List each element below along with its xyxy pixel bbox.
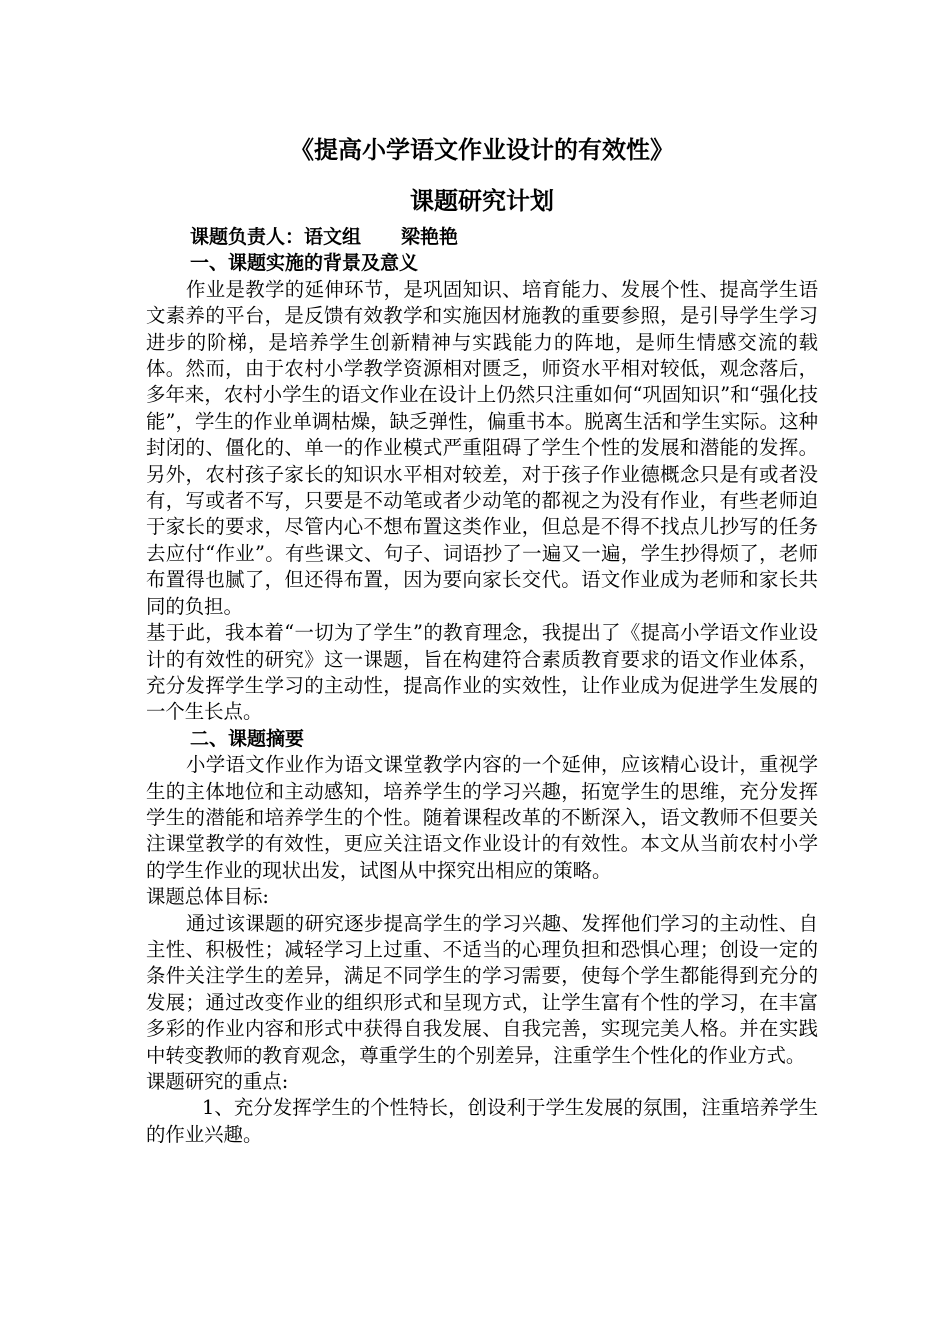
section-1-paragraph-2: 基于此，我本着“一切为了学生”的教育理念，我提出了《提高小学语文作业设计的有效性的研究》这一课题，旨在构建符合素质教育要求的语文作业体系，充分发挥学生学习的主动性，提高作业的实效性，让作业成为促进学生发展的一个生长点。: [146, 621, 818, 724]
goal-paragraph: 通过该课题的研究逐步提高学生的学习兴趣、发挥他们学习的主动性、自主性、积极性；减轻学习上过重、不适当的心理负担和恐惧心理；创设一定的条件关注学生的差异，满足不同学生的学习需要，使每个学生都能得到充分的发展；通过改变作业的组织形式和呈现方式，让学生富有个性的学习，在丰富多彩的作业内容和形式中获得自我发展、自我完善，实现完美人格。并在实践中转变教师的教育观念，尊重学生的个别差异，注重学生个性化的作业方式。: [146, 911, 818, 1067]
section-1-heading: 一、课题实施的背景及意义: [190, 252, 419, 275]
section-2-paragraph-1: 小学语文作业作为语文课堂教学内容的一个延伸，应该精心设计，重视学生的主体地位和主动感知，培养学生的学习兴趣，拓宽学生的思维，充分发挥学生的潜能和培养学生的个性。随着课程改革的不断深入，语文教师不但要关注课堂教学的有效性，更应关注语文作业设计的有效性。本文从当前农村小学的学生作业的现状出发，试图从中探究出相应的策略。: [146, 753, 818, 882]
leader-name: 梁艳艳: [401, 226, 459, 248]
section-2-heading: 二、课题摘要: [190, 727, 305, 750]
document-subtitle: 课题研究计划: [410, 187, 554, 215]
document-body: [146, 224, 818, 1148]
goal-label: 课题总体目标:: [146, 885, 269, 909]
leader-label: 课题负责人：语文组: [190, 226, 362, 248]
focus-label: 课题研究的重点:: [146, 1070, 289, 1093]
section-1-paragraph-1: 作业是教学的延伸环节，是巩固知识、培育能力、发展个性、提高学生语文素养的平台，是反馈有效教学和实施因材施教的重要参照，是引导学生学习进步的阶梯，是培养学生创新精神与实践能力的阵地，是师生情感交流的载体。然而，由于农村小学教学资源相对匮乏，师资水平相对较低，观念落后，多年来，农村小学生的语文作业在设计上仍然只注重如何“巩固知识”和“强化技能”，学生的作业单调枯燥，缺乏弹性，偏重书本。脱离生活和学生实际。这种封闭的、僵化的、单一的作业模式严重阻碍了学生个性的发展和潜能的发挥。另外，农村孩子家长的知识水平相对较差，对于孩子作业德概念只是有或者没有，写或者不写，只要是不动笔或者少动笔的都视之为没有作业，有些老师迫于家长的要求，尽管内心不想布置这类作业，但总是不得不找点儿抄写的任务去应付“作业”。有些课文、句子、词语抄了一遍又一遍，学生抄得烦了，老师布置得也腻了，但还得布置，因为要向家长交代。语文作业成为老师和家长共同的负担。: [146, 277, 818, 618]
project-leader-line: [146, 224, 818, 250]
document-title: 《提高小学语文作业设计的有效性》: [290, 136, 674, 164]
focus-item-1: 1、充分发挥学生的个性特长，创设利于学生发展的氛围，注重培养学生的作业兴趣。: [146, 1096, 818, 1146]
